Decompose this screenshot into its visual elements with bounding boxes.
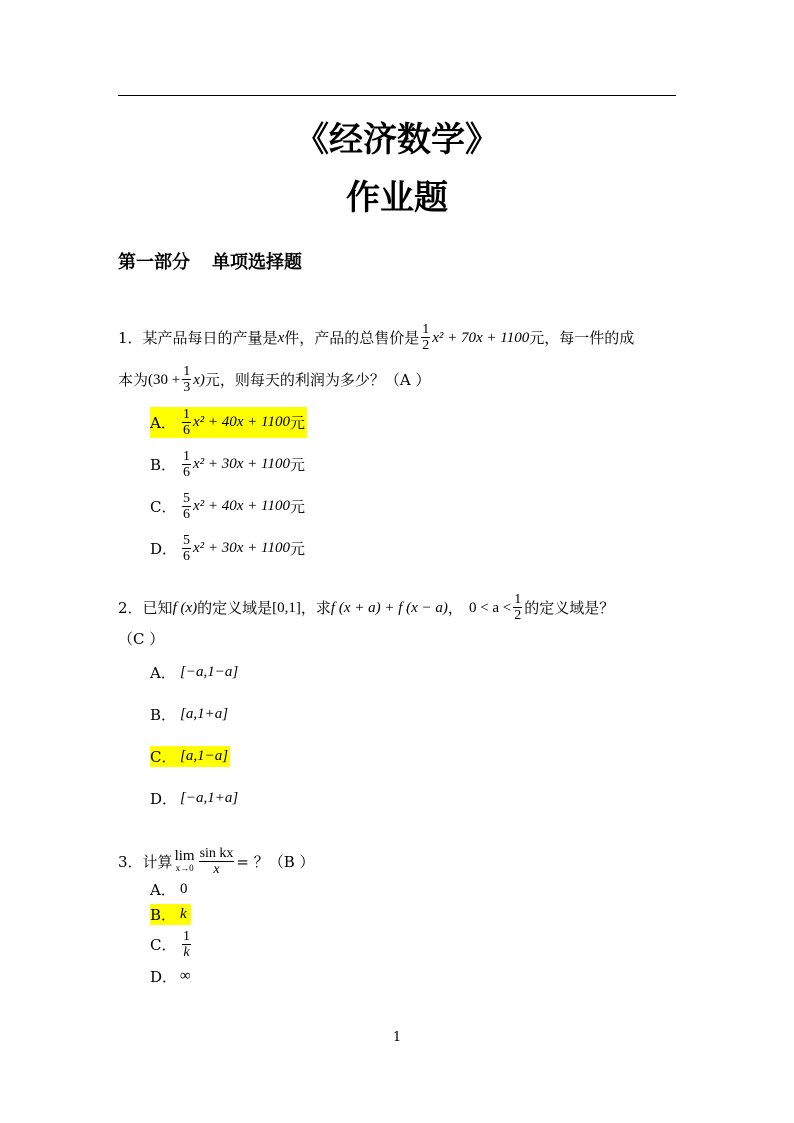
fraction-denominator: 6 <box>183 506 190 522</box>
math-expression: f (x) <box>172 599 198 616</box>
fraction <box>182 533 191 564</box>
fraction-denominator: 2 <box>422 338 430 353</box>
section-heading <box>118 248 324 274</box>
fraction-denominator: k <box>183 944 190 960</box>
q1-option-b[interactable] <box>150 448 305 480</box>
limit-operator <box>174 847 195 874</box>
q2-option-c[interactable] <box>150 740 230 772</box>
question-text: 某产品每日的产量是 <box>142 328 278 347</box>
option-label: B． <box>150 705 177 724</box>
fraction <box>182 491 191 522</box>
option-label: C． <box>150 935 177 954</box>
header-rule <box>118 95 676 96</box>
math-expression: (30 + <box>148 371 181 388</box>
fraction-denominator: x <box>213 862 220 877</box>
fraction-denominator: 6 <box>183 548 190 564</box>
fraction-numerator: 1 <box>514 592 522 607</box>
fraction-numerator: 5 <box>183 532 190 548</box>
option-label: B． <box>150 905 177 924</box>
question-1-line-1 <box>118 322 634 353</box>
math-expression: [a,1+a] <box>180 705 229 722</box>
math-expression: 0 <box>180 880 188 897</box>
fraction-numerator: 1 <box>183 364 191 379</box>
math-expression: x² + 40x + 1100 <box>193 413 290 430</box>
unit: 元 <box>289 539 305 558</box>
option-label: C． <box>150 497 177 516</box>
question-text: = ？（B ） <box>236 852 315 871</box>
q1-option-d[interactable] <box>150 532 305 564</box>
question-3 <box>118 846 315 877</box>
math-expression: 0 < a < <box>468 599 512 616</box>
fraction <box>182 364 191 395</box>
unit: 元 <box>289 497 305 516</box>
question-text: 元，则每天的利润为多少？（A ） <box>204 370 431 389</box>
document-subtitle: 作业题 <box>346 178 448 218</box>
math-expression: [a,1−a] <box>180 747 229 764</box>
math-expression: x² + 40x + 1100 <box>193 497 290 514</box>
q2-option-b[interactable] <box>150 698 228 730</box>
fraction <box>421 322 430 353</box>
question-text: 已知 <box>142 598 173 617</box>
fraction-numerator: 1 <box>422 322 430 337</box>
limit-subscript: x→0 <box>175 862 194 873</box>
option-label: A． <box>150 413 176 432</box>
question-2-line-1 <box>118 592 614 623</box>
question-2-answer: （C ） <box>118 630 165 648</box>
fraction-denominator: 2 <box>514 608 522 623</box>
option-label: D． <box>150 967 178 986</box>
unit: 元 <box>289 455 305 474</box>
q3-option-a[interactable] <box>150 878 188 900</box>
fraction <box>182 407 191 438</box>
math-expression: x² + 30x + 1100 <box>193 539 290 556</box>
math-expression: f (x + a) + f (x − a) <box>330 599 448 616</box>
question-number: 1． <box>118 328 143 347</box>
q3-option-b[interactable] <box>150 903 191 925</box>
fraction <box>182 449 191 480</box>
math-expression: ∞ <box>180 967 191 984</box>
option-label: A． <box>150 880 176 899</box>
page-number: 1 <box>392 1030 402 1045</box>
fraction <box>182 929 191 960</box>
question-text: ， <box>447 598 463 617</box>
question-text: ，求 <box>300 598 331 617</box>
q1-option-a[interactable] <box>150 406 307 438</box>
unit: 元 <box>289 413 305 432</box>
option-label: B． <box>150 455 177 474</box>
question-text: 件，产品的总售价是 <box>284 328 420 347</box>
math-expression: x² + 70x + 1100 <box>432 329 530 346</box>
q1-option-c[interactable] <box>150 490 305 522</box>
fraction-denominator: 3 <box>183 380 191 395</box>
fraction-numerator: 1 <box>183 928 190 944</box>
question-number: 2． <box>118 598 143 617</box>
option-label: D． <box>150 539 178 558</box>
fraction-numerator: 1 <box>183 406 190 422</box>
math-expression: x) <box>193 371 205 388</box>
fraction-numerator: sin kx <box>199 846 234 861</box>
question-text: 的定义域是 <box>197 598 273 617</box>
question-number: 3． <box>118 852 143 871</box>
option-label: A． <box>150 663 176 682</box>
q3-option-c[interactable] <box>150 926 193 962</box>
question-text: 计算 <box>142 852 173 871</box>
question-1-line-2 <box>118 364 431 395</box>
math-expression: [−a,1+a] <box>180 789 239 806</box>
fraction-denominator: 6 <box>183 422 190 438</box>
fraction-numerator: 5 <box>183 490 190 506</box>
option-label: D． <box>150 789 178 808</box>
fraction-denominator: 6 <box>183 464 190 480</box>
fraction <box>199 846 235 877</box>
math-expression: [0,1] <box>272 599 301 616</box>
math-expression: x² + 30x + 1100 <box>193 455 290 472</box>
question-text: 本为 <box>118 370 149 389</box>
question-text: 元，每一件的成 <box>529 328 635 347</box>
document-title: 《经济数学》 <box>295 120 499 160</box>
section-part: 第一部分 <box>118 252 190 273</box>
q3-option-d[interactable] <box>150 964 191 988</box>
math-var: x <box>277 329 285 346</box>
q2-option-a[interactable] <box>150 656 238 688</box>
section-name: 单项选择题 <box>212 252 302 273</box>
fraction <box>513 592 522 623</box>
q2-option-d[interactable] <box>150 782 238 814</box>
question-text: 的定义域是？ <box>524 598 615 617</box>
limit-label: lim <box>174 847 195 864</box>
option-label: C． <box>150 747 177 766</box>
fraction-numerator: 1 <box>183 448 190 464</box>
math-expression: [−a,1−a] <box>180 663 239 680</box>
math-expression: k <box>180 905 187 922</box>
